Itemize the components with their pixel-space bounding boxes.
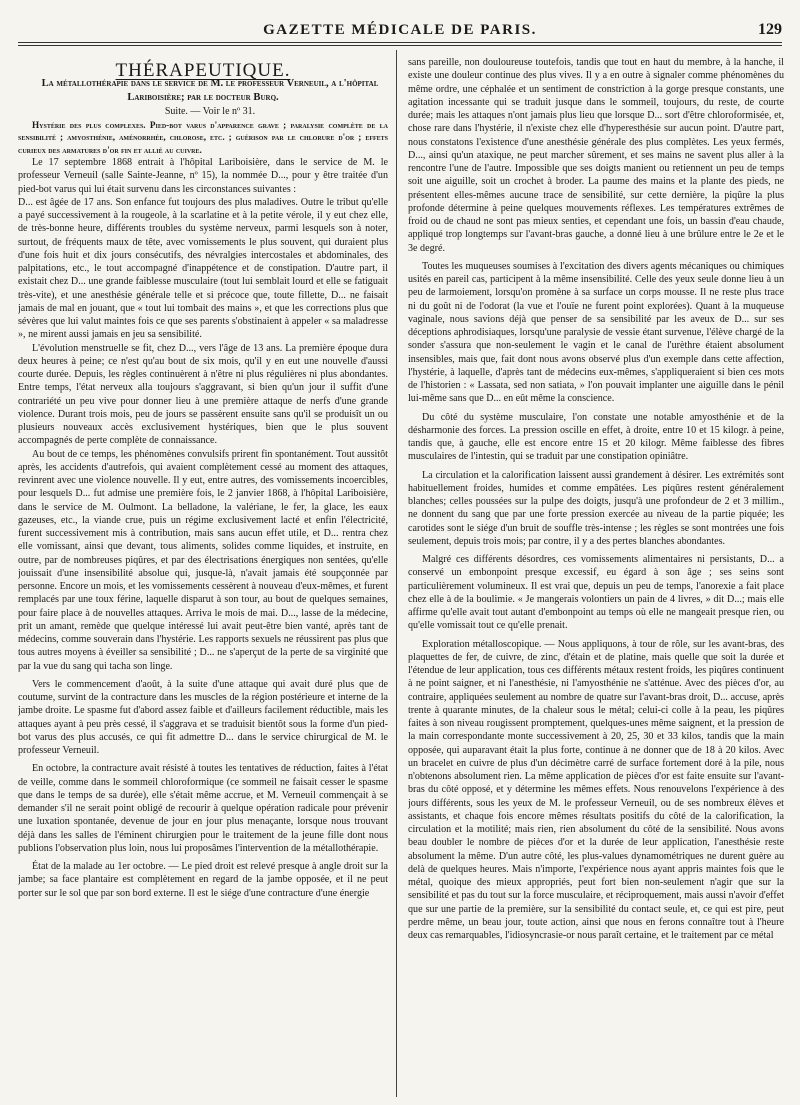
paragraph: État de la malade au 1er octobre. — Le pied droit est relevé presque à angle droit sur la jambe; sa face plantaire est complètement en regard de la jambe opposée, et il ne peut porter sur le sol que par son bord externe. Il est le siége d'une contracture d'une énergie <box>18 861 388 899</box>
paragraph: Du côté du système musculaire, l'on constate une notable amyosthénie et de la désharmonie des forces. La pression oscille en effet, à droite, entre 10 et 15 kilogr. à peine, tandis que, à gauche, elle est encore entre 15 et 20 kilogr. Même faiblesse des fibres musculaires de l'intestin, qui se traduit par une constipation opiniâtre. <box>408 411 784 463</box>
paragraph: Toutes les muqueuses soumises à l'excitation des divers agents mécaniques ou chimiques usités en pareil cas, participent à la même insensibilité. Celle des yeux seule donne lieu à un peu de larmoiement, lorsqu'on promène à sa surface un corps mousse. Il ne reste plus trace ni du goût ni de l'odorat (la vue et l'ouïe ne furent point explorées). Quant à la muqueuse vaginale, nous savions déjà que penser de sa sensibilité par les aveux de D... sur ses déceptions aphrodisiaques, lorsqu'une paralysie de vessie étant survenue, l'élève chargé de la sonder s'assura que non-seulement le vagin et le canal de l'urèthre étaient absolument insensibles, mais que, fait dont nous avons observé plus d'un exemple dans cette affection, l'hystérie, à laquelle, d'après tant de médecins eux-mêmes, s'appliqueraient si bien ces mots de l'historien : « Lassata, sed non satiata, » l'on pouvait implanter une aiguille dans le pénil lui-même sans que D... en eût même la conscience. <box>408 260 784 405</box>
page-header <box>18 20 782 43</box>
paragraph: Exploration métalloscopique. — Nous appliquons, à tour de rôle, sur les avant-bras, des plaquettes de fer, de cuivre, de zinc, d'étain et de platine, mais quelle que soit la durée et l'étendue de leur application, tous ces différents métaux restent froids, les piqûres continuent à ne point saigner, et ni l'anesthésie, ni l'amyosthénie ne s'atténue. Avec des pièces d'or, au contraire, appliquées seulement au nombre de quatre sur l'avant-bras droit, D... accuse, après trente à quarante minutes, de la chaleur sous le métal; celui-ci colle à la peau, les piqûres faites à son niveau rougissent promptement, quelques-unes même saignent, et la pression de la main correspondante monte successivement à 20, 25, 30 et 33 kilos, tandis que la main opposée, qui auparavant était la plus forte, continue à ne donner que de 18 à 20 kilos. Avec un bracelet en cuivre de plus d'un décimètre carré de surface fortement doré à la pile, nous n'obtenons absolument rien. La même application de pièces d'or est faite ensuite sur l'avant-bras du côté opposé, et y détermine les mêmes effets. Nous renouvelons l'expérience à des jours différents, sous les yeux de M. le professeur Verneuil, ou de ses nombreux élèves et assistants, et chaque fois encore mêmes résultats positifs du côté de la calorification, la circulation et la motilité; mais rien, rien absolument du côté de la sensibilité. Nous avons beau doubler le nombre de pièces d'or et la durée de leur application, l'anesthésie reste absolument la même. D'un autre côté, les plus-values dynamométriques ne durent guère au delà de quelques heures. Mais n'importe, l'expérience nous ayant appris maintes fois que le métal, quoique des mieux appropriés, peut fort bien non-seulement n'agir que sur la sensibilité et pas du tout sur la force musculaire, et réciproquement, mais aussi n'avoir d'effet que sur une partie de la première, sur la sensibilité du contact seule, et, ce qui est pire, peut perdre même, un beau jour, toute action, ainsi que nous en ferons connaître tout à l'heure deux cas remarquables, l'idiosyncrasie-or nous paraît certaine, et le traitement par ce métal <box>408 638 784 941</box>
column-divider <box>396 50 397 1097</box>
section-title: THÉRAPEUTIQUE. <box>115 60 291 81</box>
journal-title: GAZETTE MÉDICALE DE PARIS. <box>263 22 537 38</box>
page-number: 129 <box>758 21 782 38</box>
suite-note: Suite. — Voir le nº 31. <box>164 106 256 118</box>
right-column <box>408 56 784 1097</box>
paragraph: Au bout de ce temps, les phénomènes convulsifs prirent fin spontanément. Tout aussitôt après, les accidents d'autrefois, qui avaient complètement cessé au moment des attaques, revinrent avec une violence nouvelle. Il y eut, entre autres, des vomissements incoercibles, pour lesquels D... fut admise une première fois, le 2 janvier 1868, à l'hôpital Lariboisière, dans le service de M. Oulmont. La belladone, la valériane, le fer, la glace, les eaux gazeuses, etc., la viande crue, puis un régime exclusivement lacté et enfin l'électricité, furent successivement mis à contribution, mais sans aucun effet utile, et D... rentra chez elle vomissant, ainsi que devant, tous aliments, solides comme liquides, et instruite, en outre, par de nombreuses piqûres, et par des électrisations énergiques non sentées, qu'elle jouissait d'une insensibilité absolue qui, jusque-là, n'avait jamais été soupçonnée par personne. Encore un mois, et les vomissements cessèrent à nouveau d'eux-mêmes, et furent remplacés par une toux férine, laquelle disparut à son tour, au bout de quelques semaines, pour faire place à de nouvelles attaques. Arriva le mois de mai. D..., lasse de la médecine, prit un amant, remède que quelque intéressé lui avait peut-être bien vanté, après tant de médecins, comme souverain dans l'hystérie. Les rapports sexuels ne réussirent pas plus que tous autres moyens à éveiller sa sensibilité ; D... ne s'aperçut de la perte de sa virginité que par la vue du sang qui tacha son linge. <box>18 448 388 672</box>
article-title: La métallothérapie dans le service de M. le professeur Verneuil, a l'hôpital Lariboisière; par le docteur Burq. <box>41 78 379 104</box>
article-summary: Hystérie des plus complexes. Pied-bot varus d'apparence grave ; paralysie complète de la sensibilité ; amyosthénie, aménorrhée, chlorose, etc. ; guérison par le chlorure d'or ; effets curieux des armatures d'or fin et allié au cuivre. <box>18 119 388 155</box>
paragraph: sans pareille, non douloureuse toutefois, tandis que tout en haut du membre, à la hanche, il existe une douleur continue des plus vives. Il y a en outre à signaler comme phénomènes du même ordre, une céphalée et un sentiment de constriction à la gorge presque constants, une agitation incessante qui se traduit jusque dans le sommeil, toujours, du reste, de courte durée; mais les attaques n'ont jamais plus lieu que lorsque D... sort d'être chloroformisée, et, chose rare dans l'hystérie, il n'existe chez elle d'hyperesthésie sur aucun point. D'autre part, nous constatons l'existence d'une anesthésie générale des plus complètes. Les yeux fermés, D..., ainsi qu'un ataxique, ne peut marcher sûrement, et ses mains ne savent plus aller à la rencontre l'une de l'autre. Impossible que ses doigts manient ou retiennent un peu de temps soit une aiguille, soit un crochet à broder. La paume des mains et la plante des pieds, ne présentent elles-mêmes aucune trace de sensibilité, sur cette dernière, la piqûre la plus profonde détermine à peine quelques mouvements réflexes. Les températures extrêmes de froid ou de chaud ne sont pas mieux senties, et cependant une fois, un bassin d'eau chaude, appliqué trop longtemps sur l'avant-bras gauche, a donné lieu à une brûlure entre le 2e et le 3e degré. <box>408 57 784 254</box>
header-rule <box>18 45 782 46</box>
paragraph: Malgré ces différents désordres, ces vomissements alimentaires ni persistants, D... a conservé un embonpoint presque excessif, eu égard à son âge ; ses seins sont particulièrement volumineux. Il est vrai que, depuis un peu de temps, l'anorexie a fait place chez elle à de la boulimie. « Je mangerais volontiers un pain de 4 livres, » dit D...; mais elle affirme qu'elle avait tout autant d'embonpoint au temps où elle ne mangeait presque rien, ou qu'elle vomissait tout ce qu'elle prenait. <box>408 554 784 632</box>
paragraph: Le 17 septembre 1868 entrait à l'hôpital Lariboisière, dans le service de M. le professeur Verneuil (salle Sainte-Jeanne, nº 15), la nommée D..., pour y être traitée d'un pied-bot varus qui lui était survenu dans les circonstances suivantes : <box>18 157 388 195</box>
paragraph: Vers le commencement d'août, à la suite d'une attaque qui avait duré plus que de coutume, survint de la contracture dans les muscles de la région postérieure et interne de la jambe droite. Le spasme fut d'abord assez faible et d'ailleurs facilement réductible, mais les attaques ayant à peu près cessé, il s'aggrava et se traduisit bientôt sous la forme d'un pied-bot varus des plus accusés, ce qui fit admettre D... dans le service chirurgical de M. le professeur Verneuil. <box>18 678 388 756</box>
paragraph: D... est âgée de 17 ans. Son enfance fut toujours des plus maladives. Outre le tribut qu'elle a payé successivement à la rougeole, à la scarlatine et à la petite vérole, il y eut chez elle, de très-bonne heure, différents troubles du système nerveux, parmi lesquels son à noter, surtout, de fréquents maux de tête, avec vomissements le plus souvent, qui duraient plus d'une fois huit et dix jours consécutifs, des névralgies intercostales et abdominales, des palpitations, etc., le tout accompagné d'inappétence et de constipation. D'autre part, il existait chez D... une grande faiblesse musculaire (tout lui semblait lourd et elle se fatiguait très-vite), et une anesthésie générale telle et si précoce que, toute fillette, D... ne faisait jamais de mal en jouant, que « tout lui tombait des mains », et que les corrections plus que sévères que lui valut maintes fois ce que ses parents s'obstinaient à appeler « sa maladresse », ne mirent aussi jamais en jeu sa sensibilité. <box>18 196 388 341</box>
paragraph: En octobre, la contracture avait résisté à toutes les tentatives de réduction, faites à l'état de veille, comme dans le sommeil chloroformique (ce sommeil ne faisait cesser le spasme que dans le temps de sa durée), elle s'était même accrue, et M. Verneuil commençait à se demander s'il ne serait point obligé de recourir à quelque opération radicale pour prévenir une luxation spontanée, devenue de jour en jour plus menaçante, lorsque nous trouvant déjà dans les salles de l'éminent chirurgien pour le traitement de la jeune fille dont nous publions l'observation plus loin, nous lui proposâmes l'intervention de la métallothérapie. <box>18 763 388 854</box>
left-column <box>18 58 388 1097</box>
paragraph: L'évolution menstruelle se fit, chez D..., vers l'âge de 13 ans. La première époque dura deux heures à peine; ce n'est qu'au bout de six mois, qu'il y en eut une nouvelle d'aussi courte durée. Depuis, les règles continuèrent à n'être ni plus régulières ni plus abondantes. Entre temps, l'état nerveux alla toujours s'aggravant, si bien qu'un jour il suffit d'une contrariété un peu vive pour donner lieu à une première attaque de nerfs d'une grande violence. Durant trois mois, peu de jours se passèrent ensuite sans qu'il se produisît un ou plusieurs nouveaux accès exclusivement hystériques, bien que le plus souvent accompagnés de perte complète de connaissance. <box>18 342 388 447</box>
paragraph: La circulation et la calorification laissent aussi grandement à désirer. Les extrémités sont habituellement froides, humides et comme empâtées. Les piqûres restent généralement blanches; celles poussées sur la pulpe des doigts, jusqu'à une profondeur de 2 et 3 millim., ne donnent du sang que par une forte pression exercée au niveau de la partie piquée; les carotides sont le siége d'un bruit de souffle très-intense ; les règles se sont montrées une fois seulement, depuis trois mois; par contre, il y a des pertes blanches abondantes. <box>408 469 784 547</box>
